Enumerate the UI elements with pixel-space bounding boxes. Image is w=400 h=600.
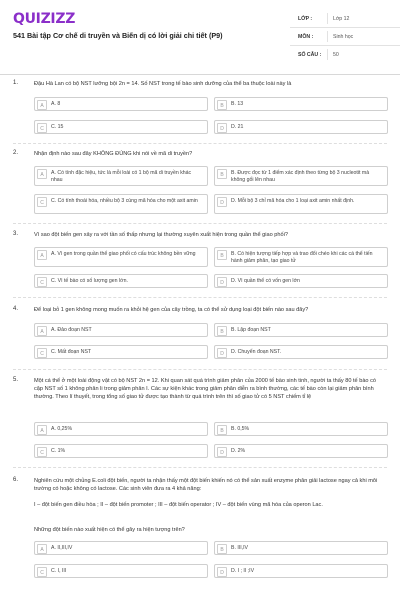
meta-value: Lớp 12 bbox=[333, 16, 350, 22]
option-c[interactable] bbox=[34, 564, 208, 578]
option-text: A. 8 bbox=[51, 101, 61, 107]
option-c[interactable] bbox=[34, 345, 208, 359]
question-statements: I – đột biến gen điều hòa ; II – đột biến promoter ; III – đột biến operator ; IV – đột biến vùng mã hóa của operon Lac. bbox=[34, 502, 323, 508]
question-text: Đậu Hà Lan có bộ NST lưỡng bội 2n = 14. Số NST trong tế bào sinh dưỡng của thể ba thuộc loài này là bbox=[34, 81, 292, 87]
option-b[interactable] bbox=[214, 422, 388, 436]
option-letter: B bbox=[217, 250, 227, 260]
meta-divider bbox=[327, 13, 328, 24]
question-text: Nhận định nào sau đây KHÔNG ĐÚNG khi nói về mã di truyền? bbox=[34, 151, 193, 157]
question-text: Một cá thể ở một loài động vật có bộ NST 2n = 12. Khi quan sát quá trình giảm phân của 2000 tế bào sinh tinh, người ta thấy 80 tế bào có cặp NST số 1 không phân li trong giảm phân I. Các sự kiện khác trong giảm phân diễn ra bình thường, các tế bào còn lại giảm phân bình thường. Theo lí thuyết, trong tổng số giao tử được tạo thành từ quá trình trên thì số giao tử có 5 NST chiếm tỉ lệ bbox=[34, 378, 377, 400]
option-a[interactable] bbox=[34, 166, 208, 186]
meta-divider bbox=[327, 31, 328, 42]
option-letter: C bbox=[37, 447, 47, 457]
option-letter: D bbox=[217, 567, 227, 577]
option-text: C. Mất đoạn NST bbox=[51, 349, 92, 355]
option-letter: C bbox=[37, 197, 47, 207]
option-text: C. 1% bbox=[51, 448, 66, 454]
option-letter: C bbox=[37, 348, 47, 358]
option-text: D. Chuyển đoạn NST. bbox=[231, 349, 282, 355]
option-text: C. I, III bbox=[51, 568, 67, 574]
option-d[interactable] bbox=[214, 444, 388, 458]
option-text: C. Vì tế bào có số lượng gen lớn. bbox=[51, 278, 128, 284]
option-c[interactable] bbox=[34, 444, 208, 458]
option-text: A. 0,25% bbox=[51, 426, 73, 432]
option-b[interactable] bbox=[214, 323, 388, 337]
option-b[interactable] bbox=[214, 97, 388, 111]
option-text: B. Lặp đoạn NST bbox=[231, 327, 271, 333]
quizizz-logo: QUIZIZZ bbox=[13, 11, 76, 27]
option-text: D. Vì quần thể có vốn gen lớn bbox=[231, 278, 300, 284]
option-letter: A bbox=[37, 250, 47, 260]
option-letter: B bbox=[217, 544, 227, 554]
meta-value: Sinh học bbox=[333, 34, 354, 40]
question-number: 3. bbox=[13, 231, 19, 237]
document-header bbox=[0, 0, 400, 75]
option-c[interactable] bbox=[34, 274, 208, 288]
question-number: 6. bbox=[13, 477, 19, 483]
option-letter: A bbox=[37, 544, 47, 554]
meta-row-count bbox=[290, 46, 400, 63]
question-separator bbox=[13, 369, 387, 370]
question-prompt: Những đột biến nào xuất hiện có thể gây ra hiện tượng trên? bbox=[34, 527, 185, 533]
question-number: 4. bbox=[13, 306, 19, 312]
option-text: A. Đảo đoạn NST bbox=[51, 327, 92, 333]
option-text: B. Có hiện tượng tiếp hợp và trao đổi chéo khi các cá thể tiến hành giảm phân, tạo giao tử bbox=[231, 251, 373, 264]
option-text: C. Có tính thoái hóa, nhiều bộ 3 cùng mã hóa cho một axit amin bbox=[51, 198, 198, 204]
option-letter: D bbox=[217, 123, 227, 133]
meta-divider bbox=[327, 49, 328, 60]
question-separator bbox=[13, 143, 387, 144]
option-letter: A bbox=[37, 100, 47, 110]
meta-label: LỚP : bbox=[298, 16, 313, 22]
option-b[interactable] bbox=[214, 166, 388, 186]
option-letter: A bbox=[37, 425, 47, 435]
option-c[interactable] bbox=[34, 194, 208, 214]
option-letter: B bbox=[217, 169, 227, 179]
option-text: C. 15 bbox=[51, 124, 64, 130]
option-text: D. 21 bbox=[231, 124, 244, 130]
option-text: D. I ; II ;IV bbox=[231, 568, 255, 574]
question-separator bbox=[13, 297, 387, 298]
option-letter: C bbox=[37, 123, 47, 133]
option-letter: D bbox=[217, 277, 227, 287]
option-d[interactable] bbox=[214, 564, 388, 578]
option-letter: B bbox=[217, 100, 227, 110]
option-a[interactable] bbox=[34, 247, 208, 267]
option-text: B. 0,5% bbox=[231, 426, 250, 432]
option-d[interactable] bbox=[214, 194, 388, 214]
option-text: A. Vì gen trong quần thể giao phối có cấu trúc không bền vững bbox=[51, 251, 196, 257]
option-b[interactable] bbox=[214, 541, 388, 555]
option-d[interactable] bbox=[214, 274, 388, 288]
question-text: Để loại bỏ 1 gen không mong muốn ra khỏi hệ gen của cây trồng, ta có thể sử dụng loại đột biến nào sau đây? bbox=[34, 307, 309, 313]
option-letter: B bbox=[217, 326, 227, 336]
option-text: A. II,III,IV bbox=[51, 545, 73, 551]
option-letter: C bbox=[37, 567, 47, 577]
option-text: D. Mỗi bộ 3 chỉ mã hóa cho 1 loại axit amin nhất định. bbox=[231, 198, 355, 204]
option-letter: D bbox=[217, 348, 227, 358]
question-text: Vì sao đột biến gen xảy ra với tần số thấp nhưng lại thường xuyên xuất hiện trong quần thể giao phối? bbox=[34, 232, 288, 238]
meta-label: SỐ CÂU : bbox=[298, 52, 322, 58]
option-c[interactable] bbox=[34, 120, 208, 134]
meta-row-grade bbox=[290, 10, 400, 28]
meta-table bbox=[290, 10, 400, 63]
option-a[interactable] bbox=[34, 541, 208, 555]
option-d[interactable] bbox=[214, 345, 388, 359]
question-separator bbox=[13, 467, 387, 468]
option-text: B. Được đọc từ 1 điểm xác định theo từng bộ 3 nucleotit mà không gối lên nhau bbox=[231, 170, 370, 183]
option-text: B. 13 bbox=[231, 101, 244, 107]
option-a[interactable] bbox=[34, 422, 208, 436]
option-text: A. Có tính đặc hiệu, tức là mỗi loài có 1 bộ mã di truyền khác nhau bbox=[51, 170, 192, 183]
option-letter: B bbox=[217, 425, 227, 435]
question-number: 1. bbox=[13, 80, 19, 86]
option-text: B. III,IV bbox=[231, 545, 249, 551]
question-separator bbox=[13, 223, 387, 224]
question-text: Nghiên cứu một chủng E.coli đột biến, người ta nhận thấy một đột biến khiến nó có thể sản xuất enzyme phân giải lactose ngay cả khi môi trường có hoặc không có lactose. Các sinh viên đưa ra 4 khả năng: bbox=[34, 478, 378, 492]
meta-value: 50 bbox=[333, 52, 339, 58]
option-text: D. 2% bbox=[231, 448, 246, 454]
option-letter: D bbox=[217, 447, 227, 457]
option-a[interactable] bbox=[34, 97, 208, 111]
option-letter: A bbox=[37, 169, 47, 179]
option-b[interactable] bbox=[214, 247, 388, 267]
meta-row-subject bbox=[290, 28, 400, 46]
option-a[interactable] bbox=[34, 323, 208, 337]
option-letter: A bbox=[37, 326, 47, 336]
option-d[interactable] bbox=[214, 120, 388, 134]
question-number: 5. bbox=[13, 377, 19, 383]
meta-label: MÔN : bbox=[298, 34, 314, 40]
document-title: 541 Bài tập Cơ chế di truyền và Biến dị có lời giải chi tiết (P9) bbox=[13, 31, 223, 40]
option-letter: D bbox=[217, 197, 227, 207]
option-letter: C bbox=[37, 277, 47, 287]
question-number: 2. bbox=[13, 150, 19, 156]
